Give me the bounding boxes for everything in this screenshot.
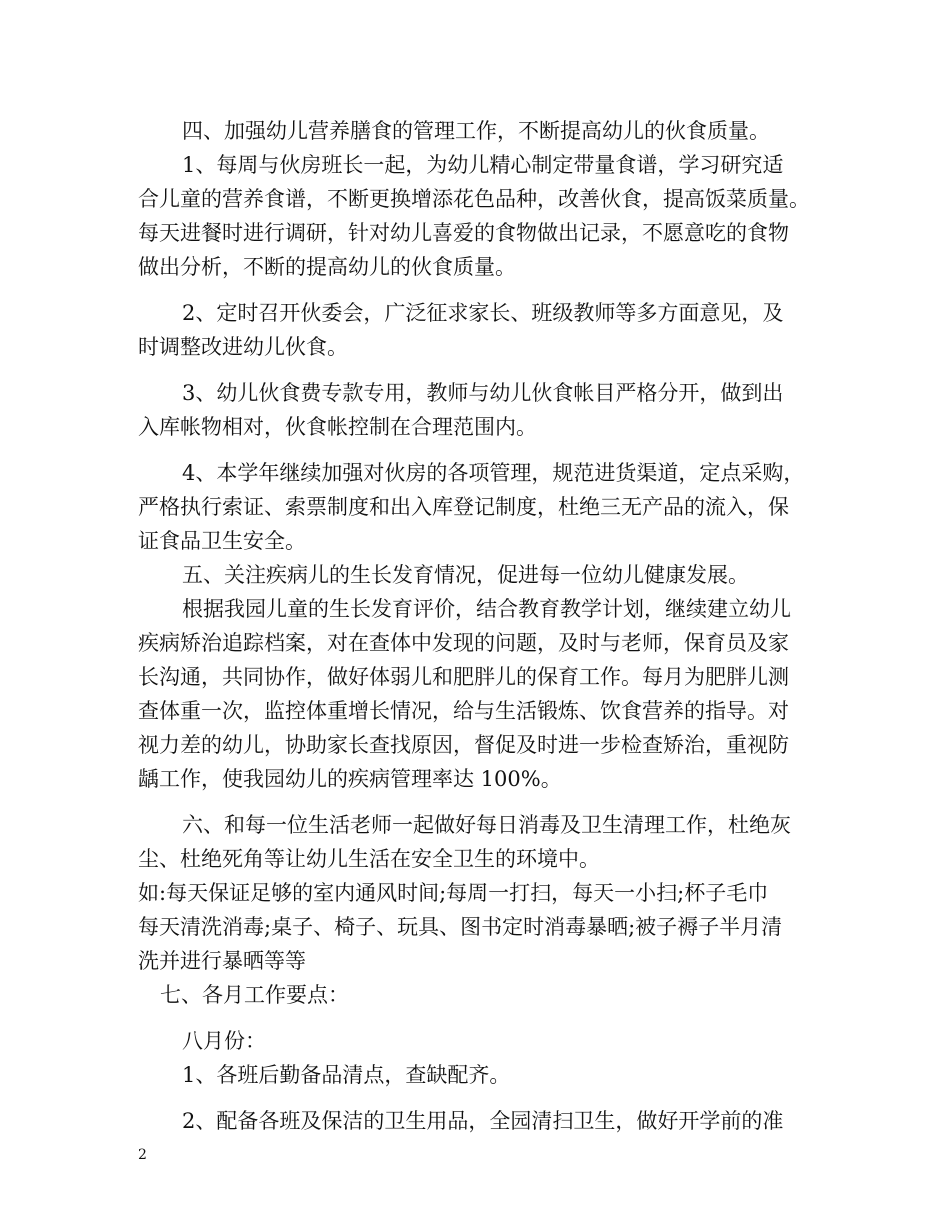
paragraph-line: 如:每天保证足够的室内通风时间;每周一打扫，每天一小扫;杯子毛巾 — [138, 881, 769, 905]
paragraph-line: 3、幼儿伙食费专款专用，教师与幼儿伙食帐目严格分开，做到出 — [182, 381, 784, 405]
paragraph-line: 4、本学年继续加强对伙房的各项管理，规范进货渠道，定点采购， — [182, 461, 805, 485]
paragraph-line: 长沟通，共同协作，做好体弱儿和肥胖儿的保育工作。每月为肥胖儿测 — [138, 665, 789, 689]
paragraph-line: 洗并进行暴晒等等 — [138, 949, 306, 973]
paragraph-line: 每天清洗消毒;桌子、椅子、玩具、图书定时消毒暴晒;被子褥子半月清 — [138, 915, 783, 939]
paragraph-line: 每天进餐时进行调研，针对幼儿喜爱的食物做出记录，不愿意吃的食物 — [138, 221, 789, 245]
paragraph-line: 做出分析，不断的提高幼儿的伙食质量。 — [138, 255, 516, 279]
paragraph-line: 查体重一次，监控体重增长情况，给与生活锻炼、饮食营养的指导。对 — [138, 699, 789, 723]
section-heading-5: 五、关注疾病儿的生长发育情况，促进每一位幼儿健康发展。 — [182, 563, 749, 587]
paragraph-line: 1、每周与伙房班长一起，为幼儿精心制定带量食谱，学习研究适 — [182, 153, 784, 177]
section-heading-6: 六、和每一位生活老师一起做好每日消毒及卫生清理工作，杜绝灰 — [182, 813, 791, 837]
paragraph-line: 2、定时召开伙委会，广泛征求家长、班级教师等多方面意见，及 — [182, 301, 784, 325]
paragraph-line: 尘、杜绝死角等让幼儿生活在安全卫生的环境中。 — [138, 847, 600, 871]
paragraph-line: 视力差的幼儿，协助家长查找原因，督促及时进一步检查矫治，重视防 — [138, 733, 789, 757]
month-heading: 八月份： — [182, 1029, 266, 1053]
paragraph-line: 入库帐物相对，伙食帐控制在合理范围内。 — [138, 415, 537, 439]
section-heading-7: 七、各月工作要点： — [160, 983, 349, 1007]
paragraph-line: 疾病矫治追踪档案，对在查体中发现的问题，及时与老师，保育员及家 — [138, 631, 789, 655]
paragraph-line: 龋工作，使我园幼儿的疾病管理率达 100%。 — [138, 767, 562, 791]
paragraph-line: 根据我园儿童的生长发育评价，结合教育教学计划，继续建立幼儿 — [182, 597, 791, 621]
page-number: 2 — [138, 1147, 147, 1163]
paragraph-line: 合儿童的营养食谱，不断更换增添花色品种，改善伙食，提高饭菜质量。 — [138, 187, 810, 211]
paragraph-line: 时调整改进幼儿伙食。 — [138, 335, 348, 359]
section-heading-4: 四、加强幼儿营养膳食的管理工作，不断提高幼儿的伙食质量。 — [182, 119, 770, 143]
paragraph-line: 2、配备各班及保洁的卫生用品，全园清扫卫生，做好开学前的准 — [182, 1109, 784, 1133]
paragraph-line: 证食品卫生安全。 — [138, 529, 306, 553]
paragraph-line: 严格执行索证、索票制度和出入库登记制度，杜绝三无产品的流入，保 — [138, 495, 789, 519]
paragraph-line: 1、各班后勤备品清点，查缺配齐。 — [182, 1063, 511, 1087]
